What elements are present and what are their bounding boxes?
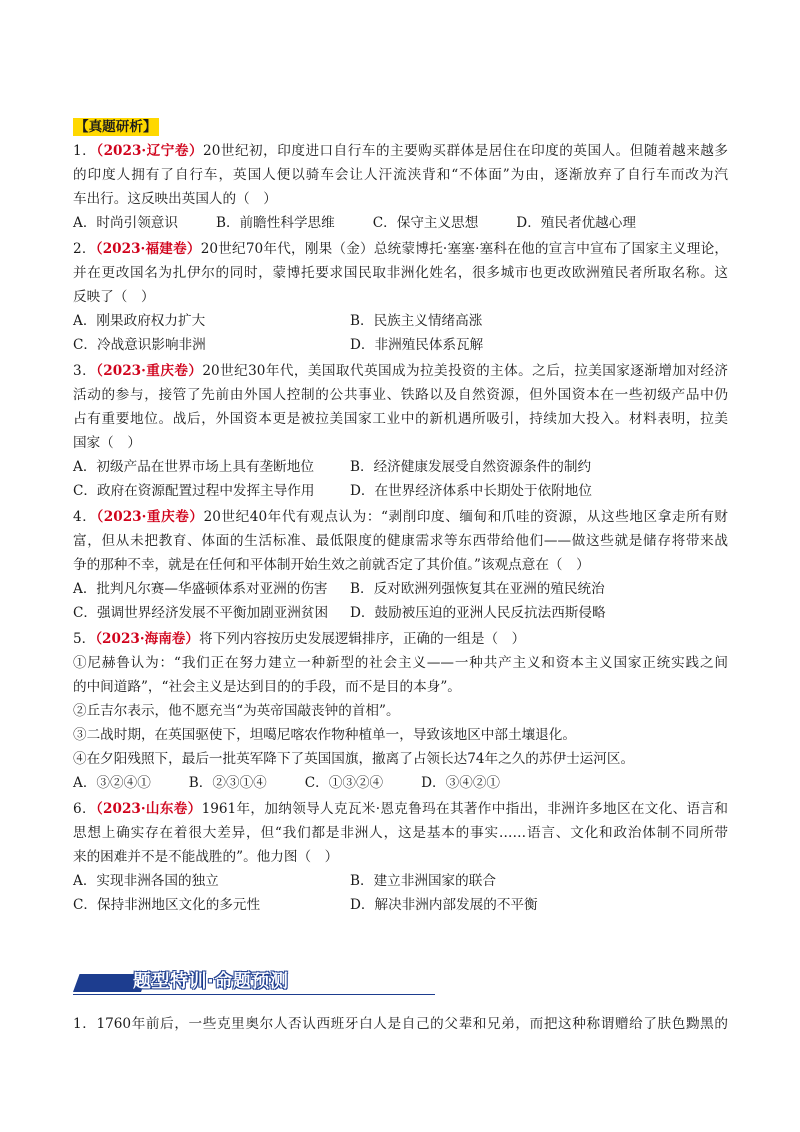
question-line: ④在夕阳残照下，最后一批英军降下了英国国旗，撤离了占领长达74年之久的苏伊士运河区。	[73, 751, 635, 767]
question-source: （2023·重庆卷）	[96, 509, 204, 525]
question-line: ③二战时期，在英国驱使下，坦噶尼喀农作物种植单一，导致该地区中部土壤退化。	[73, 727, 576, 743]
question-line	[73, 505, 728, 529]
banner-underline	[73, 994, 435, 995]
question-2	[73, 237, 728, 357]
option-a[interactable]: A．③②④①	[73, 775, 151, 791]
option-row	[73, 893, 728, 917]
option-c[interactable]: C．政府在资源配置过程中发挥主导作用	[73, 483, 315, 499]
question-line: 思想上确实存在着很大差异，但“我们都是非洲人，这是基本的事实……语言、文化和政治体制不同所带	[73, 825, 728, 841]
option-b[interactable]: B．反对欧洲列强恢复其在亚洲的殖民统治	[350, 581, 605, 597]
question-source: （2023·山东卷）	[95, 801, 202, 817]
question-line	[73, 237, 728, 261]
option-d[interactable]: D．③④②①	[421, 775, 501, 791]
option-a[interactable]: A．实现非洲各国的独立	[73, 873, 219, 889]
question-number: 1．	[73, 143, 97, 159]
option-row	[73, 771, 728, 795]
question-line: 车出行。这反映出英国人的（ ）	[73, 191, 277, 207]
option-a[interactable]: A．时尚引领意识	[73, 215, 178, 231]
option-d[interactable]: D．鼓励被压迫的亚洲人民反抗法西斯侵略	[350, 605, 606, 621]
exam-page	[73, 116, 728, 919]
question-line: 并在更改国名为扎伊尔的同时，蒙博托要求国民取非洲化姓名，很多城市也更改欧洲殖民者所取名称。这	[73, 265, 728, 281]
question-text: 20世纪30年代，美国取代英国成为拉美投资的主体。之后，拉美国家逐渐增加对经济	[202, 363, 728, 379]
question-source: （2023·辽宁卷）	[96, 143, 204, 159]
option-row	[73, 479, 728, 503]
question-number: 2．	[73, 241, 96, 257]
question-source: （2023·海南卷）	[95, 631, 199, 647]
option-b[interactable]: B．②③①④	[188, 775, 267, 791]
option-row	[73, 577, 728, 601]
option-row	[73, 601, 728, 625]
question-line	[73, 797, 728, 821]
option-a[interactable]: A．刚果政府权力扩大	[73, 313, 206, 329]
question-line: 1．1760年前后，一些克里奥尔人否认西班牙白人是自己的父辈和兄弟，而把这种称谓赠给了肤色黝黑的	[73, 1016, 728, 1032]
question-1	[73, 139, 728, 235]
option-row	[73, 211, 728, 235]
section-tag: 【真题研析】	[75, 119, 157, 135]
option-c[interactable]: C．强调世界经济发展不平衡加剧亚洲贫困	[73, 605, 329, 621]
option-b[interactable]: B．建立非洲国家的联合	[350, 873, 496, 889]
question-3	[73, 359, 728, 503]
option-d[interactable]: D．解决非洲内部发展的不平衡	[350, 897, 538, 913]
practice-question-1	[73, 1012, 728, 1036]
option-row	[73, 333, 728, 357]
question-text: 1961年，加纳领导人克瓦米·恩克鲁玛在其著作中指出，非洲许多地区在文化、语言和	[201, 801, 728, 817]
question-line: 活动的参与，接管了先前由外国人控制的公共事业、铁路以及自然资源，但外国资本在一些初级产品中仍	[73, 387, 728, 403]
question-line	[73, 359, 728, 383]
option-d[interactable]: D．殖民者优越心理	[516, 215, 636, 231]
question-line	[73, 627, 728, 651]
option-c[interactable]: C．保守主义思想	[372, 215, 479, 231]
option-row	[73, 869, 728, 893]
option-c[interactable]: C．①③②④	[304, 775, 384, 791]
question-4	[73, 505, 728, 625]
question-line: ②丘吉尔表示，他不愿充当“为英帝国敲丧钟的首相”。	[73, 703, 400, 719]
option-row	[73, 455, 728, 479]
question-source: （2023·福建卷）	[95, 241, 201, 257]
question-text: 20世纪70年代，刚果（金）总统蒙博托·塞塞·塞科在他的宣言中宣布了国家主义理论，	[200, 241, 728, 257]
option-c[interactable]: C．保持非洲地区文化的多元性	[73, 897, 261, 913]
question-line: 的印度人拥有了自行车，英国人便以骑车会让人汗流浃背和“不体面”为由，逐渐放弃了自行车而改为汽	[73, 167, 728, 183]
question-text: 将下列内容按历史发展逻辑排序，正确的一组是（ ）	[199, 631, 526, 647]
option-c[interactable]: C．冷战意识影响非洲	[73, 337, 206, 353]
option-d[interactable]: D．非洲殖民体系瓦解	[350, 337, 484, 353]
option-row	[73, 309, 728, 333]
option-a[interactable]: A．批判凡尔赛—华盛顿体系对亚洲的伤害	[73, 581, 328, 597]
question-text: 20世纪初，印度进口自行车的主要购买群体是居住在印度的英国人。但随着越来越多	[203, 143, 728, 159]
question-line: 富，但从未把教育、体面的生活标准、最低限度的健康需求等东西带给他们——做这些就是储存将带来战	[73, 533, 728, 549]
question-line: 的中间道路”，“社会主义是达到目的的手段，而不是目的本身”。	[73, 679, 461, 695]
option-b[interactable]: B．经济健康发展受自然资源条件的制约	[350, 459, 592, 475]
question-line: 国家（ ）	[73, 435, 141, 451]
option-d[interactable]: D．在世界经济体系中长期处于依附地位	[350, 483, 592, 499]
question-line: 来的困难并不是不能战胜的”。他力图（ ）	[73, 849, 339, 865]
question-number: 6．	[73, 801, 96, 817]
question-number: 3．	[73, 363, 97, 379]
question-6	[73, 797, 728, 917]
question-number: 5．	[73, 631, 96, 647]
question-5	[73, 627, 728, 795]
banner-title: 题型特训·命题预测	[133, 971, 289, 992]
question-text: 20世纪40年代有观点认为：“剥削印度、缅甸和爪哇的资源，从这些地区拿走所有财	[203, 509, 728, 525]
question-line: 占有重要地位。战后，外国资本更是被拉美国家工业中的新机遇所吸引，持续加大投入。材料表明，拉美	[73, 411, 728, 427]
question-line: 争的那种不幸，就是在任何和平体制开始生效之前就否定了其价值。”该观点意在（ ）	[73, 557, 590, 573]
question-source: （2023·重庆卷）	[96, 363, 203, 379]
question-line	[73, 139, 728, 163]
option-b[interactable]: B．民族主义情绪高涨	[350, 313, 483, 329]
question-number: 4．	[73, 509, 97, 525]
option-a[interactable]: A．初级产品在世界市场上具有垄断地位	[73, 459, 314, 475]
option-b[interactable]: B．前瞻性科学思维	[215, 215, 335, 231]
question-line: 反映了（ ）	[73, 289, 155, 305]
question-line: ①尼赫鲁认为：“我们正在努力建立一种新型的社会主义——一种共产主义和资本主义国家正统实践之间	[73, 655, 728, 671]
section-banner	[73, 970, 435, 994]
